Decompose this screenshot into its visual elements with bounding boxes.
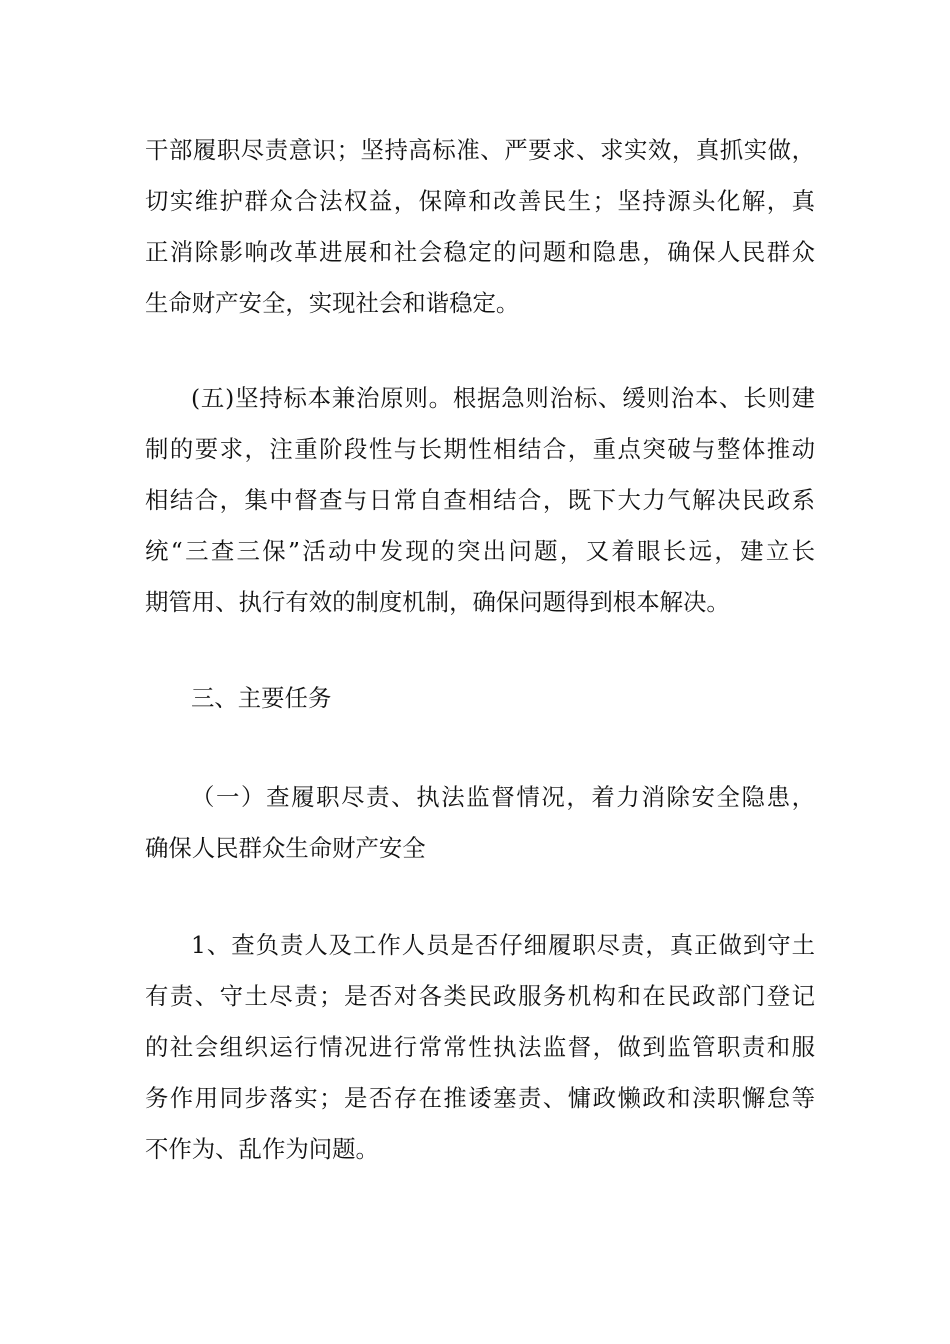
- subsection-heading-one: [145, 772, 815, 874]
- text-line: 生命财产安全，实现社会和谐稳定。: [145, 289, 520, 317]
- text-line: (五)坚持标本兼治原则。根据急则治标、缓则治本、长则建: [191, 384, 815, 412]
- paragraph-principle-five: [145, 373, 815, 628]
- section-heading: 三、主要任务: [191, 684, 332, 712]
- text-line: 有责、守土尽责；是否对各类民政服务机构和在民政部门登记: [145, 982, 815, 1010]
- text-line: 期管用、执行有效的制度机制，确保问题得到根本解决。: [145, 588, 730, 616]
- paragraph-item-one: [145, 920, 815, 1175]
- text-line: 1、查负责人及工作人员是否仔细履职尽责，真正做到守土: [191, 931, 815, 959]
- section-heading-main-tasks: [145, 673, 815, 724]
- text-line: 制的要求，注重阶段性与长期性相结合，重点突破与整体推动: [145, 435, 815, 463]
- text-line: （一）查履职尽责、执法监督情况，着力消除安全隐患，: [191, 783, 815, 811]
- text-line: 相结合，集中督查与日常自查相结合，既下大力气解决民政系: [145, 486, 815, 514]
- text-line: 干部履职尽责意识；坚持高标准、严要求、求实效，真抓实做，: [145, 136, 815, 164]
- text-line: 正消除影响改革进展和社会稳定的问题和隐患，确保人民群众: [145, 238, 815, 266]
- text-line: 的社会组织运行情况进行常常性执法监督，做到监管职责和服: [145, 1033, 815, 1061]
- text-line: 务作用同步落实；是否存在推诿塞责、慵政懒政和渎职懈怠等: [145, 1084, 815, 1112]
- paragraph-principle-continued: [145, 125, 815, 329]
- text-line: 不作为、乱作为问题。: [145, 1135, 379, 1163]
- text-line: 确保人民群众生命财产安全: [145, 834, 426, 862]
- text-line: 统“三查三保”活动中发现的突出问题，又着眼长远，建立长: [145, 537, 815, 565]
- text-line: 切实维护群众合法权益，保障和改善民生；坚持源头化解，真: [145, 187, 815, 215]
